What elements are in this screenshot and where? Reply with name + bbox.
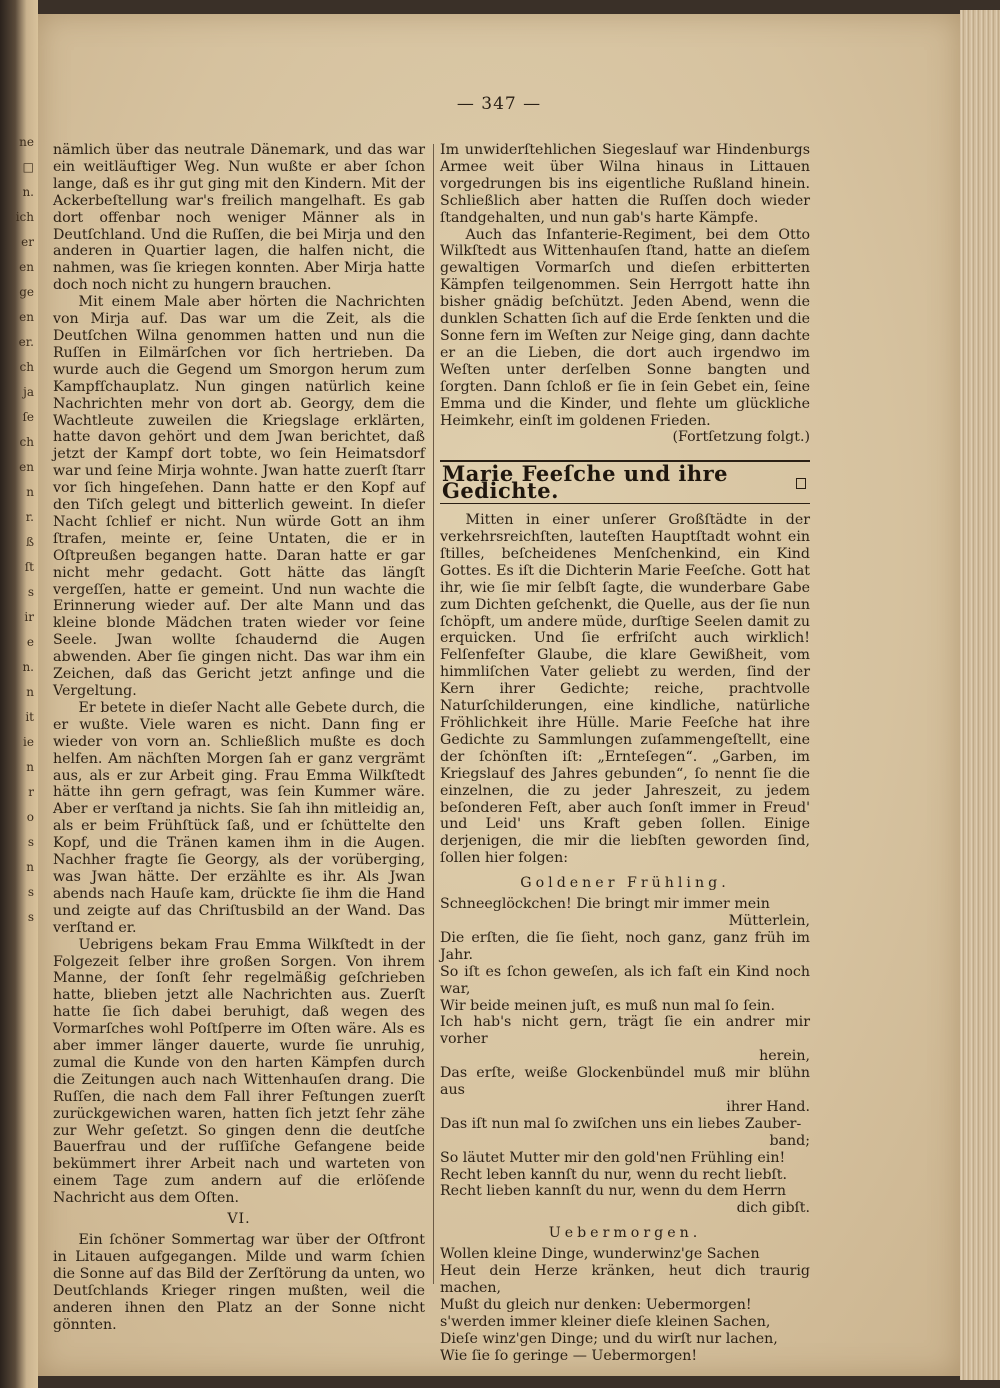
verse-line: Heut dein Herze kränken, heut dich traurig machen, xyxy=(440,1263,810,1296)
poem-title: Goldener Frühling. xyxy=(520,875,730,892)
margin-fragment: n xyxy=(26,760,34,774)
margin-fragment: ſe xyxy=(22,410,34,424)
paragraph: Auch das Infanterie-Regiment, bei dem Otto Wilkſtedt aus Wittenhauſen ſtand, hatte an dieſem gewaltigen Vormarſch und dieſen erbitterten Kämpfen teilgenommen. Sein Herrgott hatte ihn bisher gnädig beſchützt. Jeden Abend, wenn die dunklen Schatten ſich auf die Erde ſenkten und die Sonne fern im Weſten zur Neige ging, dann dachte er an die Lieben, die dort auch irgendwo im Weſten unter derſelben Sonne bangten und ſorgten. Dann ſchloß er ſie in ſein Gebet ein, ſeine Emma und die Kinder, und flehte um glückliche Heimkehr, einſt im goldenen Frieden. xyxy=(440,226,810,429)
verse-line: Recht lieben kannſt du nur, wenn du dem Herrn xyxy=(440,1183,786,1200)
margin-fragment: ß xyxy=(25,535,34,549)
margin-fragment: s xyxy=(27,835,34,849)
margin-fragment: r xyxy=(28,785,34,799)
margin-fragment: it xyxy=(25,710,34,724)
poem-title: Uebermorgen. xyxy=(548,1225,702,1242)
verse-line: Wir beide meinen juſt, es muß nun mal ſo ſein. xyxy=(440,997,776,1014)
book-page xyxy=(38,14,960,1376)
margin-fragment: ch xyxy=(19,435,34,449)
margin-fragment: □ xyxy=(22,160,34,174)
verse-line: Wie ſie ſo geringe — Uebermorgen! xyxy=(440,1347,698,1364)
verse-line: Die erſten, die ſie ſieht, noch ganz, ganz früh im Jahr. xyxy=(440,929,810,963)
continued-note: (Fortſetzung folgt.) xyxy=(672,429,810,446)
paragraph: nämlich über das neutrale Dänemark, und das war ein weitläuftiger Weg. Nun wußte er aber ſchon lange, daß es ihr gut ging mit den Kindern. Mit der Ackerbeſtellung war's freilich mangelhaft. Es gab dort offenbar noch weniger Männer als in Deutſchland. Und die Ruſſen, die bei Mirja und den anderen in Quartier lagen, die halfen nicht, die nahmen, was ſie kriegen konnten. Aber Mirja hatte doch noch nicht zu hungern brauchen. xyxy=(53,142,425,294)
page-number: — 347 — xyxy=(456,94,542,114)
poem xyxy=(440,896,810,1217)
paragraph: Mit einem Male aber hörten die Nachrichten von Mirja auf. Das war um die Zeit, als die Deutſchen Wilna genommen hatten und nun die Ruſſen in Eilmärſchen vor ſich hertrieben. Da wurde auch die Gegend um Smorgon herum zum Kampfſchauplatz. Nun gingen natürlich keine Nachrichten mehr von dort ab. Georgy, dem die Wachtleute zuweilen die Kriegslage erklärten, hatte davon gehört und dem Jwan berichtet, daß jetzt der Kampf dort tobte, wo ſein Heimatsdorf war und ſeine Mirja wohnte. Jwan hatte zuerſt ſtarr vor ſich hingeſehen. Dann hatte er den Kopf auf den Tiſch gelegt und bitterlich geweint. In dieſer Nacht ſchlief er nicht. Nun würde Gott an ihm ſtrafen, meinte er, ſeine Untaten, die er in Oſtpreußen begangen hatte. Daran hatte er gar nicht mehr gedacht. Gott hätte das längſt vergeſſen, hatte er gemeint. Und nun wachte die Erinnerung wieder auf. Der alte Mann und das kleine blonde Mädchen traten wieder vor ſeine Seele. Jwan wollte ſchaudernd die Augen abwenden. Aber ſie gingen nicht. Das war ihm ein Zeichen, daß das Gericht jetzt anfinge und die Vergeltung. xyxy=(53,294,425,699)
margin-fragment: er. xyxy=(18,335,34,349)
margin-fragment: ir xyxy=(24,610,34,624)
verse-line: Dieſe winz'gen Dinge; und du wirſt nur lachen, xyxy=(440,1330,778,1347)
margin-fragment: er xyxy=(21,235,34,249)
verse-line: Recht leben kannſt du nur, wenn du recht liebſt. xyxy=(440,1166,788,1183)
square-ornament-icon xyxy=(796,478,806,489)
verse-continuation: ihrer Hand. xyxy=(726,1098,810,1115)
margin-fragment: en xyxy=(19,260,34,274)
margin-fragment: s xyxy=(27,585,34,599)
margin-fragment: s xyxy=(27,885,34,899)
verse-line: Das erſte, weiße Glockenbündel muß mir blühn aus xyxy=(440,1065,810,1099)
paragraph: Im unwiderſtehlichen Siegeslauf war Hindenburgs Armee weit über Wilna hinaus in Littauen vorgedrungen bis ins eigentliche Rußland hinein. Schließlich aber hatten die Ruſſen doch wieder ſtandgehalten, und nun gab's harte Kämpfe. xyxy=(440,142,810,226)
margin-fragment: n xyxy=(26,485,34,499)
margin-fragment: n xyxy=(26,685,34,699)
verse-line: Das iſt nun mal ſo zwiſchen uns ein liebes Zauber- xyxy=(440,1115,802,1132)
verse-line: Wollen kleine Dinge, wunderwinz'ge Sachen xyxy=(440,1246,760,1263)
verse-continuation: Mütterlein, xyxy=(728,912,810,929)
article-heading xyxy=(440,460,810,504)
margin-fragment: r. xyxy=(25,510,34,524)
margin-fragment: ge xyxy=(19,285,34,299)
verse-line: s'werden immer kleiner dieſe kleinen Sachen, xyxy=(440,1313,771,1330)
margin-fragment: ch xyxy=(19,360,34,374)
right-column xyxy=(440,142,810,1365)
column-divider xyxy=(433,144,434,1284)
verse-continuation: herein, xyxy=(759,1048,810,1065)
verse-line: Ich hab's nicht gern, trägt ſie ein andrer mir vorher xyxy=(440,1014,810,1048)
paragraph: Mitten in einer unſerer Großſtädte in der verkehrsreichſten, lauteſten Hauptſtadt wohnt ein ſtilles, beſcheidenes Menſchenkind, ein Kind Gottes. Es iſt die Dichterin Marie Feeſche. Gott hat ihr, wie ſie mir ſelbſt ſagte, die wunderbare Gabe zum Dichten geſchenkt, die Quelle, aus der ſie nun ſchöpft, um andere müde, durſtige Seelen damit zu erquicken. Und ſie erfriſcht auch wirklich! Felſenfeſter Glaube, die klare Gewißheit, vom himmliſchen Vater geliebt zu werden, ſind der Kern ihrer Gedichte; reiche, prachtvolle Naturſchilderungen, eine kindliche, natürliche Fröhlichkeit ihre Hülle. Marie Feeſche hat ihre Gedichte zu Sammlungen zuſammengeſtellt, eine der ſchönſten iſt: „Ernteſegen“. „Garben, im Kriegslauf des Jahres gebunden“, ſo nennt ſie die einzelnen, die zu jeder Jahreszeit, zu jedem beſonderen Feſt, aber auch ſonſt immer in Freud' und Leid' uns Kraft geben ſollen. Einige derjenigen, die mir die liebſten geworden ſind, ſollen hier folgen: xyxy=(440,512,810,867)
margin-fragment: n xyxy=(26,860,34,874)
margin-fragment: o xyxy=(26,810,34,824)
margin-fragment: en xyxy=(19,460,34,474)
verse-line: Schneeglöckchen! Die bringt mir immer mein xyxy=(440,896,770,913)
margin-fragment: n. xyxy=(22,185,34,199)
verse-line: So iſt es ſchon geweſen, als ich faſt ein Kind noch war, xyxy=(440,963,810,997)
book-spine xyxy=(0,0,38,1388)
verse-line: So läutet Mutter mir den gold'nen Frühling ein! xyxy=(440,1149,786,1166)
paragraph: Uebrigens bekam Frau Emma Wilkſtedt in der Folgezeit ſelber ihre großen Sorgen. Von ihrem Manne, der ſonſt ſehr regelmäßig geſchrieben hatte, blieben jetzt alle Nachrichten aus. Zuerſt hatte ſie ſich dabei beruhigt, daß wegen des Vormarſches wohl Poſtſperre im Oſten wäre. Als es aber immer länger dauerte, wurde ſie unruhig, zumal die Kunde von den harten Kämpfen durch die Zeitungen auch nach Wittenhauſen drang. Die Ruſſen, die nach dem Fall ihrer Feſtungen zuerſt zurückgewichen waren, hatten ſich jetzt ſehr zähe zur Wehr geſetzt. So gingen denn die deutſche Bauerfrau und der ruſſiſche Gefangene beide bekümmert ihrer Arbeit nach und warteten von einem Tage zum andern auf die erlöſende Nachricht aus dem Oſten. xyxy=(53,936,425,1207)
section-numeral: VI. xyxy=(227,1211,251,1228)
paragraph: Er betete in dieſer Nacht alle Gebete durch, die er wußte. Viele waren es nicht. Dann fing er wieder von vorn an. Schließlich mußte es doch helfen. Am nächſten Morgen ſah er ganz vergrämt aus, als er zur Arbeit ging. Frau Emma Wilkſtedt hätte ihn gern gefragt, was ſein Kummer wäre. Aber er verſtand ja nichts. Sie ſah ihn mitleidig an, als er beim Frühſtück ſaß, und er ſchüttelte den Kopf, und die Tränen kamen ihm in die Augen. Nachher fragte ſie Georgy, als der vorüberging, was Jwan hätte. Der erzählte es ihr. Als Jwan abends nach Hauſe kam, drückte ſie ihm die Hand und zeigte auf das Chriſtusbild an der Wand. Das verſtand er. xyxy=(53,699,425,936)
verse-continuation: band; xyxy=(769,1132,810,1149)
margin-fragment: s xyxy=(27,910,34,924)
margin-fragment: ſt xyxy=(24,560,34,574)
margin-fragment: e xyxy=(26,635,34,649)
verse-continuation: dich gibſt. xyxy=(736,1200,810,1217)
article-title: Marie Feeſche und ihre Gedichte. xyxy=(442,461,729,504)
margin-fragment: ja xyxy=(23,385,34,399)
margin-fragment: en xyxy=(19,310,34,324)
left-column xyxy=(53,142,425,1333)
margin-fragment: ne xyxy=(19,135,34,149)
poem xyxy=(440,1246,810,1364)
margin-fragment: ich xyxy=(15,210,34,224)
margin-fragment: n. xyxy=(22,660,34,674)
margin-fragment: ie xyxy=(23,735,34,749)
page-edges xyxy=(960,10,1000,1380)
verse-line: Mußt du gleich nur denken: Uebermorgen! xyxy=(440,1296,752,1313)
previous-page-margin xyxy=(0,130,34,930)
paragraph: Ein ſchöner Sommertag war über der Oſtfront in Litauen aufgegangen. Milde und warm ſchien die Sonne auf das Bild der Zerſtörung da unten, wo Deutſchlands Krieger ringen mußten, weil die anderen ihnen den Platz an der Sonne nicht gönnten. xyxy=(53,1232,425,1333)
